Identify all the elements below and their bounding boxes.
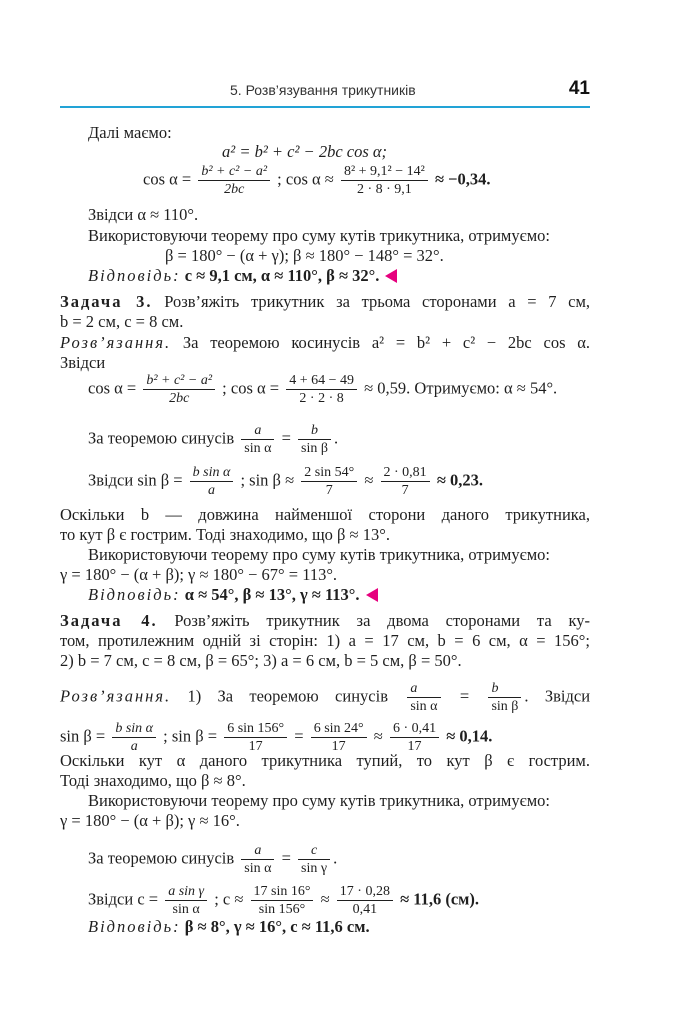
formula-text: ≈ −0,34. [434,169,491,189]
fraction [301,464,357,499]
task-line [60,611,590,631]
fraction-denominator: 17 [248,739,263,754]
fraction-denominator: sin α [244,861,272,876]
fraction-numerator: b [298,422,331,440]
fraction-numerator: 6 sin 24° [311,720,367,738]
fraction-numerator: 2 · 0,81 [381,464,430,482]
fraction [251,883,314,918]
solution-text: . Звідси [524,686,591,706]
answer-label: Відповідь: [88,585,181,604]
formula-text: ; cos α = [222,378,280,398]
fraction-denominator: 0,41 [352,902,378,917]
answer-line [88,266,397,286]
fraction-numerator: 17 · 0,28 [337,883,393,901]
answer-text: c ≈ 9,1 см, α ≈ 110°, β ≈ 32°. [180,266,380,285]
task-label: Задача 3. [60,292,153,311]
answer-line [88,585,378,605]
fraction-numerator: a [407,680,440,698]
fraction [341,163,428,198]
text-line: то кут β є гострим. Тоді знаходимо, що β ≈ 13°. [60,525,390,544]
formula-line [60,720,492,755]
text-line: Далі маємо: [88,123,172,142]
formula-text: ≈ [364,470,374,490]
fraction-numerator: b sin α [190,464,234,482]
fraction-denominator: 7 [401,483,409,498]
formula-text: Звідси c = [88,889,159,909]
fraction [298,422,331,457]
formula-text: ≈ 0,14. [446,726,493,746]
solution-label: Розв’язання. [60,333,172,352]
text-line: Звідси α ≈ 110°. [88,205,199,224]
text-line: Використовуючи теорему про суму кутів трикутника, отримуємо: [88,545,550,564]
fraction-numerator: a [241,422,274,440]
answer-line [88,917,370,937]
text-line: Звідси [60,353,106,372]
fraction-numerator: c [298,842,330,860]
fraction-numerator: 6 sin 156° [224,720,287,738]
fraction-denominator: sin β [301,441,328,456]
fraction-denominator: sin α [410,699,438,714]
fraction-denominator: a [208,483,215,498]
fraction [390,720,439,755]
task-line [60,292,590,312]
fraction-numerator: a [241,842,274,860]
formula-text: cos α = [88,378,137,398]
formula-text: ≈ 0,59. Отримуємо: α ≈ 54°. [364,378,558,398]
fraction [165,883,207,918]
formula-text: sin β = [60,726,106,746]
fraction-denominator: sin β [491,699,519,714]
fraction [298,842,330,877]
formula-line [88,842,337,877]
page-header [60,80,590,106]
fraction-denominator: 17 [407,739,422,754]
fraction-numerator: 4 + 64 − 49 [286,372,357,390]
text-line: том, протилежним одній зі сторін: 1) a = 17 см, b = 6 см, α = 156°; [60,631,590,650]
answer-label: Відповідь: [88,266,181,285]
text-line: Оскільки b — довжина найменшої сторони даного трикутника, [60,505,590,524]
fraction-denominator: 2bc [224,182,245,197]
solution-line [60,680,590,715]
fraction-denominator: 17 [331,739,346,754]
formula-line [88,464,483,499]
formula-text: ; c ≈ [214,889,244,909]
answer-label: Відповідь: [88,917,181,936]
formula-text: За теоремою синусів [88,848,235,868]
fraction [241,422,274,457]
fraction-numerator: b sin α [112,720,156,738]
formula-line: β = 180° − (α + γ); β ≈ 180° − 148° = 32°. [165,246,444,265]
fraction [224,720,287,755]
page-number: 41 [568,78,590,99]
fraction-denominator: 2 · 2 · 8 [299,391,344,406]
formula-text: За теоремою синусів [88,428,235,448]
fraction [311,720,367,755]
answer-text: β ≈ 8°, γ ≈ 16°, c ≈ 11,6 см. [180,917,370,936]
formula-text: . [334,428,339,448]
formula-text: = [281,428,291,448]
fraction [198,163,270,198]
formula-text: = [294,726,304,746]
text-line: Використовуючи теорему про суму кутів трикутника, отримуємо: [88,226,550,245]
task-text: Розв’яжіть трикутник за двома сторонами та ку- [157,611,590,630]
fraction-numerator: 2 sin 54° [301,464,357,482]
formula-text: Звідси sin β = [88,470,183,490]
formula-line: γ = 180° − (α + β); γ ≈ 16°. [60,811,240,830]
answer-text: α ≈ 54°, β ≈ 13°, γ ≈ 113°. [180,585,360,604]
end-marker-icon [385,269,397,283]
fraction [381,464,430,499]
solution-text: За теоремою косинусів a² = b² + c² − 2bc cos α. [171,333,590,352]
fraction-denominator: sin α [244,441,272,456]
text-line: 2) b = 7 см, c = 8 см, β = 65°; 3) a = 6 см, b = 5 см, β = 50°. [60,651,462,670]
fraction-denominator: 2bc [169,391,190,406]
fraction [112,720,156,755]
fraction [407,680,440,715]
fraction-denominator: sin γ [301,861,328,876]
header-rule [60,106,590,108]
formula-text: . [333,848,338,868]
fraction-denominator: 7 [325,483,333,498]
formula-text: cos α = [143,169,192,189]
fraction-numerator: 6 · 0,41 [390,720,439,738]
formula-line [88,883,479,918]
task-text: Розв’яжіть трикутник за трьома сторонами a = 7 см, [152,292,591,311]
text-line: Оскільки кут α даного трикутника тупий, то кут β є гострим. [60,751,590,770]
fraction [337,883,393,918]
formula-line [143,163,491,198]
formula-line: a² = b² + c² − 2bc cos α; [222,142,388,161]
solution-label: Розв’язання. [60,686,172,706]
fraction-numerator: a sin γ [165,883,207,901]
solution-line [60,333,590,353]
formula-text: = [459,686,470,706]
task-label: Задача 4. [60,611,158,630]
formula-text: ; cos α ≈ [277,169,334,189]
formula-text: ≈ 0,23. [436,470,483,490]
text-line: Тоді знаходимо, що β ≈ 8°. [60,771,246,790]
fraction-numerator: b [488,680,521,698]
end-marker-icon [366,588,378,602]
fraction [241,842,274,877]
fraction [488,680,521,715]
formula-text: = [281,848,291,868]
fraction [143,372,215,407]
text-line: b = 2 см, c = 8 см. [60,312,184,331]
fraction-denominator: sin α [172,902,200,917]
fraction-denominator: a [130,739,138,754]
formula-line [88,372,557,407]
fraction [286,372,357,407]
fraction [190,464,234,499]
fraction-denominator: sin 156° [258,902,306,917]
formula-text: ≈ 11,6 (см). [400,889,480,909]
formula-text: ; sin β = [163,726,218,746]
formula-text: ≈ [373,726,383,746]
formula-line [88,422,338,457]
solution-text: 1) За теоремою синусів [171,686,388,706]
formula-text: ≈ [320,889,330,909]
text-line: Використовуючи теорему про суму кутів трикутника, отримуємо: [88,791,550,810]
chapter-title: 5. Розв’язування трикутників [230,82,416,98]
fraction-numerator: b² + c² − a² [143,372,215,390]
fraction-numerator: 8² + 9,1² − 14² [341,163,428,181]
formula-line: γ = 180° − (α + β); γ ≈ 180° − 67° = 113°. [60,565,338,584]
fraction-denominator: 2 · 8 · 9,1 [356,182,412,197]
formula-text: ; sin β ≈ [240,470,295,490]
fraction-numerator: b² + c² − a² [198,163,270,181]
fraction-numerator: 17 sin 16° [251,883,314,901]
